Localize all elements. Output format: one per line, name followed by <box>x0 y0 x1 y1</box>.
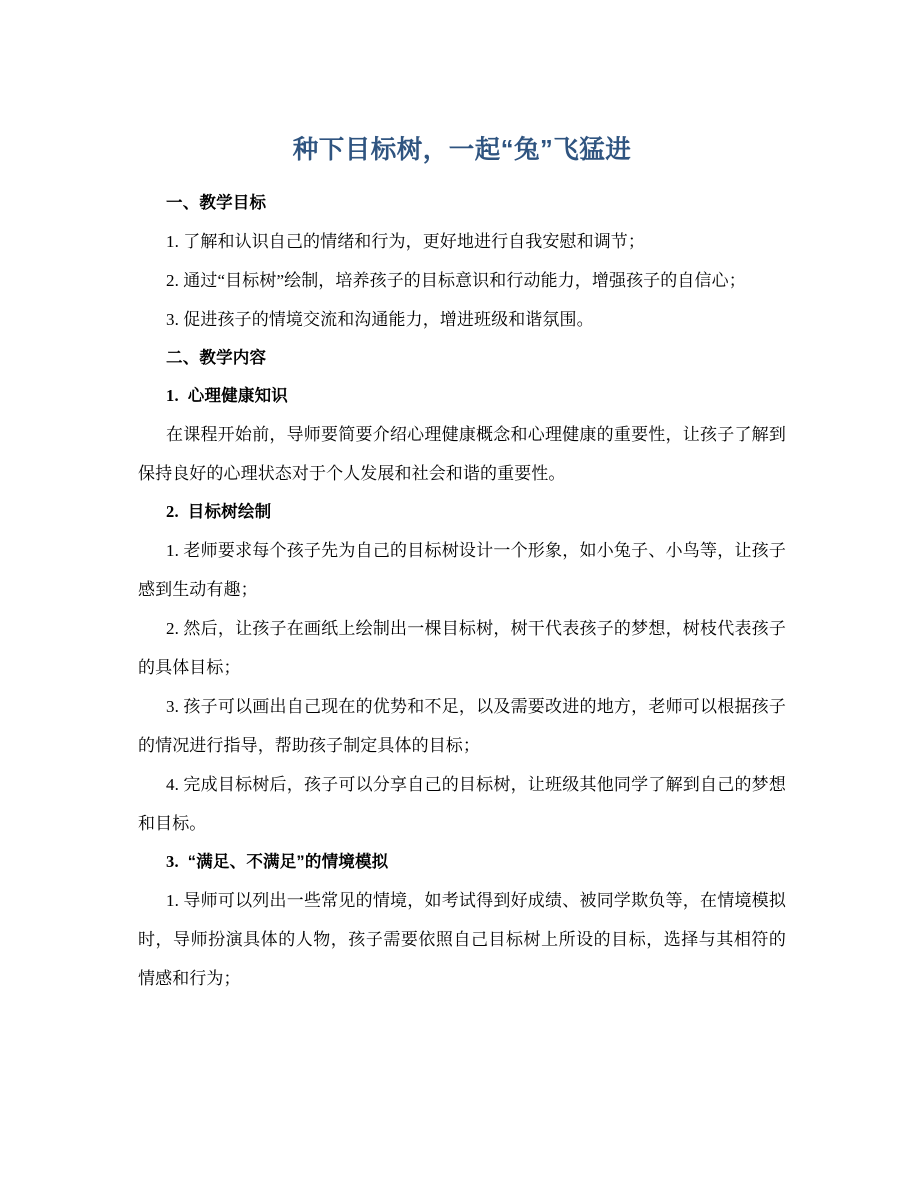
goal-tree-item-2: 2. 然后，让孩子在画纸上绘制出一棵目标树，树干代表孩子的梦想，树枝代表孩子的具体目标； <box>138 619 786 677</box>
heading-mental-health-knowledge-number: 1. <box>166 386 179 405</box>
goal-tree-item-3: 3. 孩子可以画出自己现在的优势和不足，以及需要改进的地方，老师可以根据孩子的情况进行指导，帮助孩子制定具体的目标； <box>138 697 786 755</box>
heading-teaching-objectives: 一、教学目标 <box>166 194 267 212</box>
heading-goal-tree-drawing-number: 2. <box>166 502 179 521</box>
heading-mental-health-knowledge-label: 心理健康知识 <box>187 387 288 405</box>
scenario-simulation-item-1: 1. 导师可以列出一些常见的情境，如考试得到好成绩、被同学欺负等，在情境模拟时，导师扮演具体的人物，孩子需要依照自己目标树上所设的目标，选择与其相符的情感和行为； <box>138 891 786 988</box>
heading-teaching-content: 二、教学内容 <box>166 349 267 367</box>
objective-item-1: 1. 了解和认识自己的情绪和行为，更好地进行自我安慰和调节； <box>166 232 645 251</box>
heading-satisfaction-scenario-simulation-label: “满足、不满足”的情境模拟 <box>187 853 389 871</box>
objective-item-2: 2. 通过“目标树”绘制，培养孩子的目标意识和行动能力，增强孩子的自信心； <box>166 271 746 290</box>
heading-goal-tree-drawing-label: 目标树绘制 <box>187 503 272 521</box>
goal-tree-item-1: 1. 老师要求每个孩子先为自己的目标树设计一个形象，如小兔子、小鸟等，让孩子感到生动有趣； <box>138 541 786 599</box>
objective-item-3: 3. 促进孩子的情境交流和沟通能力，增进班级和谐氛围。 <box>166 310 594 329</box>
document-body <box>138 184 786 998</box>
heading-satisfaction-scenario-simulation-number: 3. <box>166 852 179 871</box>
mental-health-knowledge-paragraph: 在课程开始前，导师要简要介绍心理健康概念和心理健康的重要性，让孩子了解到保持良好的心理状态对于个人发展和社会和谐的重要性。 <box>138 425 786 483</box>
goal-tree-item-4: 4. 完成目标树后，孩子可以分享自己的目标树，让班级其他同学了解到自己的梦想和目标。 <box>138 775 786 833</box>
page-title: 种下目标树，一起“兔”飞猛进 <box>292 136 632 164</box>
heading-satisfaction-scenario-simulation <box>138 843 786 881</box>
heading-goal-tree-drawing <box>138 493 786 531</box>
heading-mental-health-knowledge <box>138 377 786 415</box>
